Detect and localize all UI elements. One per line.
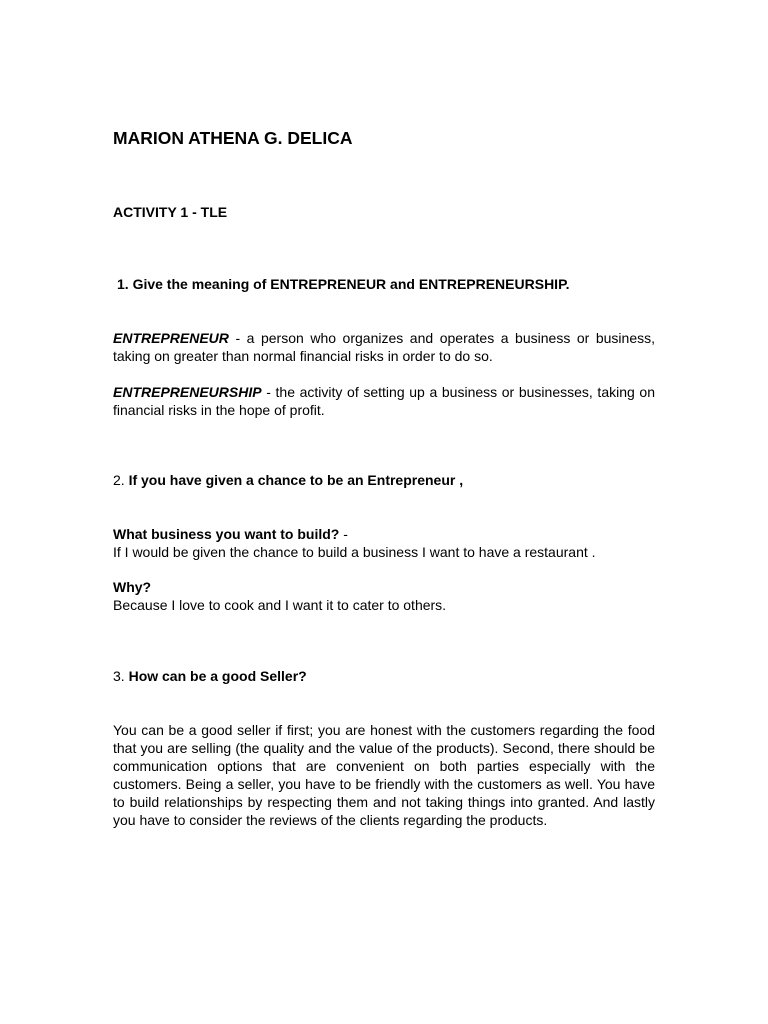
author-name: MARION ATHENA G. DELICA (113, 128, 353, 148)
question-2-text: If you have given a chance to be an Entrepreneur , (128, 472, 464, 488)
definition-entrepreneurship-text: - the activity of setting up a business or businesses, taking on financial risks in the hope of profit. (113, 384, 655, 418)
question-2-why (113, 578, 655, 614)
question-3-answer: You can be a good seller if first; you are honest with the customers regarding the food that you are selling (the quality and the value of the products). Second, there should be communication options that are convenient on both parties especially with the customers. Being a seller, you have to be friendly with the customers as well. You have to build relationships by respecting them and not taking things into granted. And lastly you have to consider the reviews of the clients regarding the products. (113, 722, 655, 828)
term-entrepreneur: ENTREPRENEUR (113, 330, 229, 346)
question-3-number: 3. (113, 668, 129, 684)
why-answer: Because I love to cook and I want it to cater to others. (113, 597, 447, 613)
definition-entrepreneurship (113, 383, 655, 419)
question-2-business (113, 525, 655, 561)
question-1: 1. Give the meaning of ENTREPRENEUR and ENTREPRENEURSHIP. (117, 276, 570, 292)
why-question: Why? (113, 579, 152, 595)
activity-title: ACTIVITY 1 - TLE (113, 204, 228, 220)
definition-entrepreneur-text: - a person who organizes and operates a business or business, taking on greater than normal financial risks in order to do so. (113, 330, 655, 364)
question-3-text: How can be a good Seller? (128, 668, 307, 684)
business-question: What business you want to build? (113, 526, 340, 542)
question-2-number: 2. (113, 472, 129, 488)
definition-entrepreneur (113, 329, 655, 365)
question-2 (113, 472, 655, 488)
business-question-dash: - (339, 526, 348, 542)
question-3 (113, 668, 655, 684)
term-entrepreneurship: ENTREPRENEURSHIP (113, 384, 262, 400)
business-answer: If I would be given the chance to build a business I want to have a restaurant . (113, 544, 596, 560)
